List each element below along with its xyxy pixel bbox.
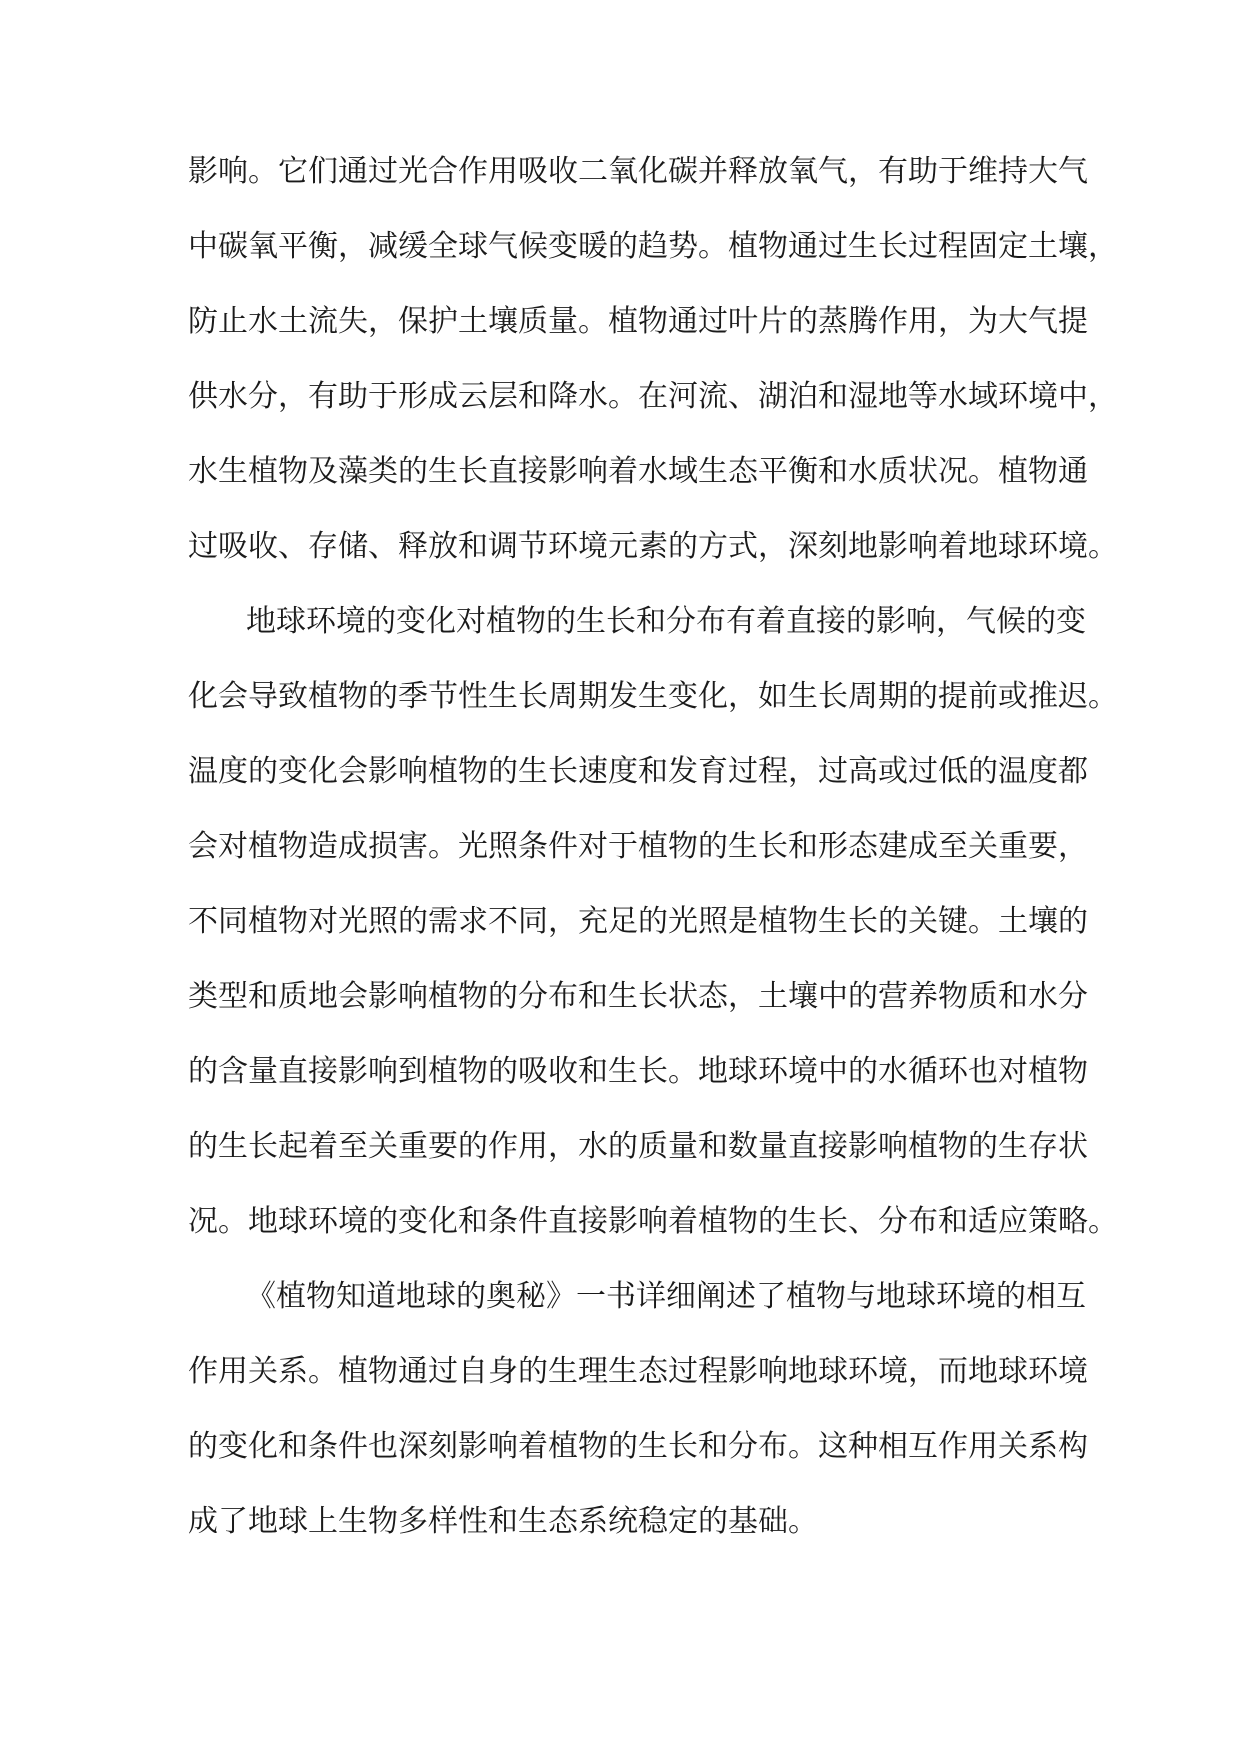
paragraph-line: 类型和质地会影响植物的分布和生长状态，土壤中的营养物质和水分 xyxy=(188,979,1088,1014)
paragraph-line: 会对植物造成损害。光照条件对于植物的生长和形态建成至关重要， xyxy=(188,829,1088,864)
paragraph-line: 作用关系。植物通过自身的生理生态过程影响地球环境，而地球环境 xyxy=(188,1354,1088,1389)
paragraph-line: 的生长起着至关重要的作用，水的质量和数量直接影响植物的生存状 xyxy=(188,1129,1088,1164)
paragraph-3 xyxy=(188,1267,1088,1567)
paragraph-line: 水生植物及藻类的生长直接影响着水域生态平衡和水质状况。植物通 xyxy=(188,454,1088,489)
paragraph-line: 中碳氧平衡，减缓全球气候变暖的趋势。植物通过生长过程固定土壤， xyxy=(188,229,1118,264)
paragraph-line: 成了地球上生物多样性和生态系统稳定的基础。 xyxy=(188,1504,818,1539)
document-body xyxy=(188,142,1118,1567)
paragraph-line: 供水分，有助于形成云层和降水。在河流、湖泊和湿地等水域环境中， xyxy=(188,379,1118,414)
paragraph-line: 过吸收、存储、释放和调节环境元素的方式，深刻地影响着地球环境。 xyxy=(188,529,1118,564)
paragraph-line: 《植物知道地球的奥秘》一书详细阐述了植物与地球环境的相互 xyxy=(246,1279,1086,1314)
paragraph-line: 影响。它们通过光合作用吸收二氧化碳并释放氧气，有助于维持大气 xyxy=(188,154,1088,189)
paragraph-line: 的含量直接影响到植物的吸收和生长。地球环境中的水循环也对植物 xyxy=(188,1054,1088,1089)
paragraph-line: 温度的变化会影响植物的生长速度和发育过程，过高或过低的温度都 xyxy=(188,754,1088,789)
paragraph-line: 的变化和条件也深刻影响着植物的生长和分布。这种相互作用关系构 xyxy=(188,1429,1088,1464)
paragraph-line: 化会导致植物的季节性生长周期发生变化，如生长周期的提前或推迟。 xyxy=(188,679,1118,714)
paragraph-line: 防止水土流失，保护土壤质量。植物通过叶片的蒸腾作用，为大气提 xyxy=(188,304,1088,339)
paragraph-line: 不同植物对光照的需求不同，充足的光照是植物生长的关键。土壤的 xyxy=(188,904,1088,939)
paragraph-line: 况。地球环境的变化和条件直接影响着植物的生长、分布和适应策略。 xyxy=(188,1204,1118,1239)
paragraph-1 xyxy=(188,142,1118,592)
paragraph-2 xyxy=(188,592,1118,1267)
paragraph-line: 地球环境的变化对植物的生长和分布有着直接的影响，气候的变 xyxy=(246,604,1086,639)
